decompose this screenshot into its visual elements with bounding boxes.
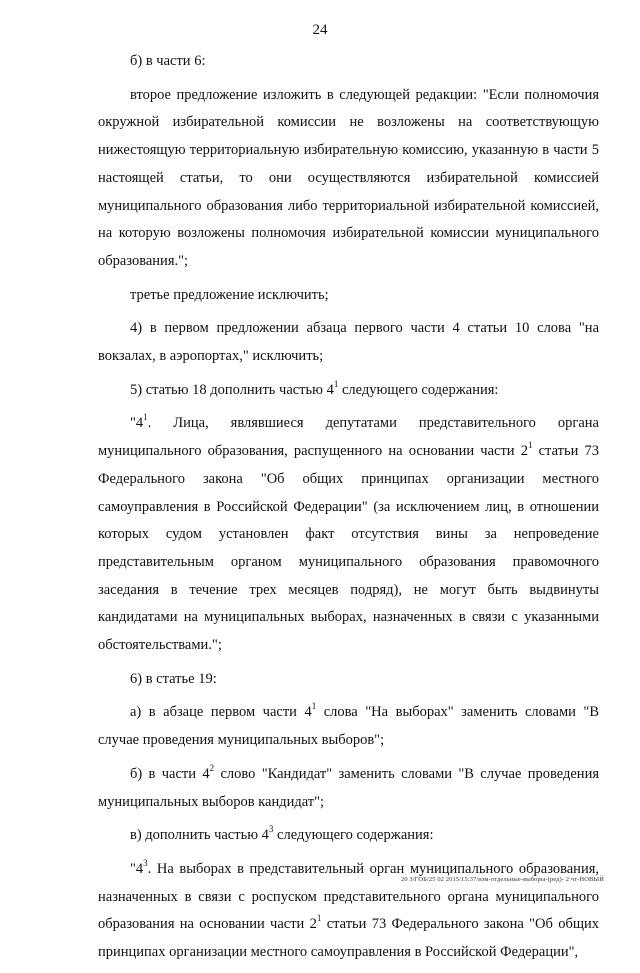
paragraph-item-6: 6) в статье 19: [130, 670, 217, 687]
paragraph-quote-4-3: "$4^3$. На выборах в представительный орган муниципального образования, назначенных в связи с роспуском представительного органа муниципального образования на основании части $2^1$ статьи 73 Федерального закона "Об общих принципах организации местного самоуправления в Российской Федерации", [98, 857, 600, 961]
paragraph-item-4: 4) в первом предложении абзаца первого части 4 статьи 10 слова "на вокзалах, в аэропортах," исключить; [98, 320, 599, 365]
paragraph-quote-4-1: "$4^1$. Лица, являвшиеся депутатами представительного органа муниципального образования, распущенного на основании части $2^1$ статьи 73 Федерального закона "Об общих принципах организации местного самоуправления в Российской Федерации" (за исключением лиц, в отношении которых судом установлен факт отсутствия вины за непроведение представительным органом муниципального образования правомочного заседания в течение трех месяцев подряд), не могут быть выдвинуты кандидатами на муниципальных выборах, назначенных в связи с указанными обстоятельствами."; [98, 412, 599, 654]
footer-file-stamp: 20 З/ГОБ/25 02 2015/15:37/изм-отдельные-выборы-(ред)- 2 чт-НОВЫЙ [400, 876, 604, 883]
page-number: 24 [312, 22, 328, 38]
document-body [98, 48, 599, 973]
paragraph-item-6b: б) в части $4^2$ слово "Кандидат" заменить словами "В случае проведения муниципальных выборов кандидат"; [98, 762, 599, 810]
paragraph-third-sentence: третье предложение исключить; [130, 286, 329, 303]
paragraph-item-6v: в) дополнить частью $4^3$ следующего содержания: [130, 824, 434, 844]
paragraph-item-6a: а) в абзаце первом части $4^1$ слова "На выборах" заменить словами "В случае проведения муниципальных выборов"; [98, 701, 599, 749]
paragraph-second-sentence: второе предложение изложить в следующей редакции: "Если полномочия окружной избирательной комиссии не возложены на соответствующую нижестоящую территориальную избирательную комиссию, указанную в части 5 настоящей статьи, то они осуществляются избирательной комиссией муниципального образования либо территориальной избирательной комиссией, на которую возложены полномочия избирательной комиссии муниципального образования."; [98, 86, 599, 269]
paragraph-item-5: 5) статью 18 дополнить частью $4^1$ следующего содержания: [130, 378, 499, 398]
paragraph-b-part6: б) в части 6: [130, 53, 206, 69]
